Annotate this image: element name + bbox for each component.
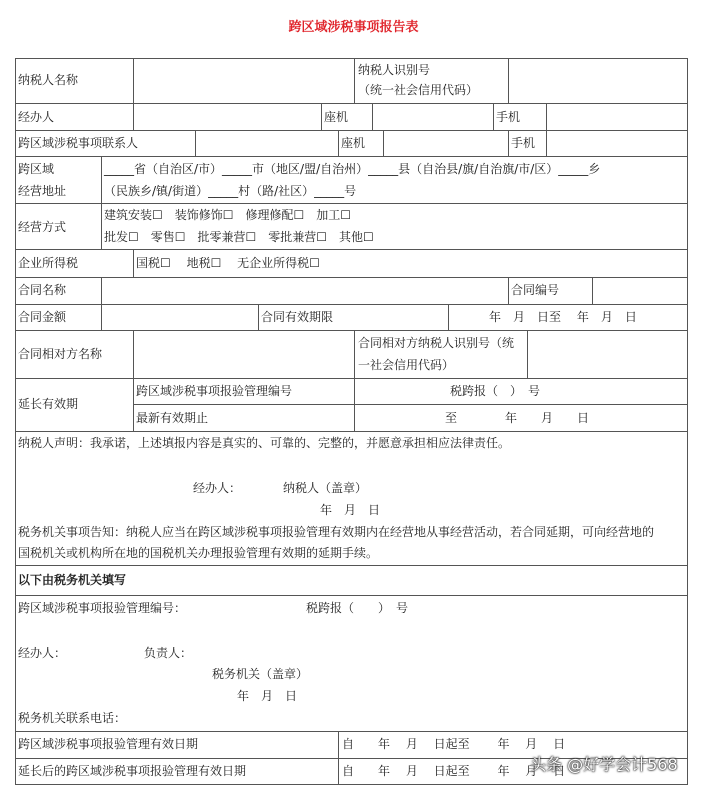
- address-line-2: （民族乡/镇/街道）_____村（路/社区）_____号: [104, 184, 357, 198]
- contract-number-label: 合同编号: [511, 283, 560, 297]
- latest-validity-label: 最新有效期止: [136, 411, 209, 425]
- authority-section-header: 以下由税务机关填写: [18, 573, 127, 587]
- tax-report-number: 税跨报（ ） 号: [450, 384, 541, 398]
- watermark: 头条 @好学会计568: [530, 755, 678, 774]
- report-form: [15, 58, 688, 785]
- counterparty-id-label-2: 一社会信用代码）: [358, 358, 455, 372]
- taxpayer-statement: 纳税人声明：我承诺，上述填报内容是真实的、可靠的、完整的，并愿意承担相应法律责任。: [18, 436, 511, 450]
- authority-date: 年 月 日: [237, 689, 298, 703]
- operation-mode-label: 经营方式: [18, 220, 67, 234]
- mgmt-number-label: 跨区域涉税事项报验管理编号: [136, 384, 293, 398]
- extended-validity-dates: 自 年 月 日起至 年 月 日: [342, 764, 566, 778]
- authority-tax-number: 税跨报（ ） 号: [306, 601, 409, 615]
- form-title: 跨区域涉税事项报告表: [288, 20, 419, 35]
- contact-mobile-label: 手机: [511, 136, 536, 150]
- address-label-2: 经营地址: [18, 184, 67, 198]
- address-label-1: 跨区域: [18, 162, 55, 176]
- taxpayer-name-label: 纳税人名称: [18, 73, 79, 87]
- contract-amount-label: 合同金额: [18, 310, 67, 324]
- contact-landline-label: 座机: [341, 136, 366, 150]
- contract-name-label: 合同名称: [18, 283, 67, 297]
- authority-agent-label: 经办人：: [18, 646, 67, 660]
- counterparty-id-label-1: 合同相对方纳税人识别号（统: [358, 336, 515, 350]
- counterparty-name-label: 合同相对方名称: [18, 347, 103, 361]
- extended-validity-dates-label: 延长后的跨区域涉税事项报验管理有效日期: [18, 764, 247, 778]
- agent-label: 经办人: [18, 110, 55, 124]
- contract-validity-dates: 年 月 日至 年 月 日: [489, 310, 637, 324]
- authority-mgmt-number-label: 跨区域涉税事项报验管理编号：: [18, 601, 187, 615]
- tax-notice-line-2: 国税机关或机构所在地的国税机关办理报验管理有效期的延期手续。: [18, 546, 379, 560]
- tax-notice-line-1: 税务机关事项告知：纳税人应当在跨区域涉税事项报验管理有效期内在经营地从事经营活动，若合同延期，可向经营地的: [18, 525, 655, 539]
- landline-label: 座机: [324, 110, 349, 124]
- income-tax-label: 企业所得税: [18, 256, 79, 270]
- credit-code-label: （统一社会信用代码）: [358, 83, 479, 97]
- latest-validity-date: 至 年 月 日: [445, 411, 590, 425]
- declaration-signers: 经办人： 纳税人（盖章）: [193, 481, 368, 495]
- validity-dates: 自 年 月 日起至 年 月 日: [342, 737, 566, 751]
- mobile-label: 手机: [496, 110, 521, 124]
- contract-validity-label: 合同有效期限: [261, 310, 334, 324]
- extend-validity-label: 延长有效期: [18, 397, 79, 411]
- address-line-1: _____省（自治区/市）_____市（地区/盟/自治州）_____县（自治县/旗/自治旗/市/区）_____乡: [104, 162, 601, 176]
- declaration-date: 年 月 日: [320, 503, 381, 517]
- authority-responsible-label: 负责人：: [144, 646, 193, 660]
- operation-options-1: 建筑安装☐ 装饰修饰☐ 修理修配☐ 加工☐: [104, 208, 352, 222]
- authority-seal-label: 税务机关（盖章）: [212, 667, 309, 681]
- taxpayer-id-label: 纳税人识别号: [358, 63, 431, 77]
- validity-dates-label: 跨区域涉税事项报验管理有效日期: [18, 737, 199, 751]
- contact-label: 跨区域涉税事项联系人: [18, 136, 139, 150]
- income-tax-options: 国税☐ 地税☐ 无企业所得税☐: [136, 256, 320, 270]
- operation-options-2: 批发☐ 零售☐ 批零兼营☐ 零批兼营☐ 其他☐: [104, 230, 374, 244]
- authority-phone-label: 税务机关联系电话：: [18, 711, 127, 725]
